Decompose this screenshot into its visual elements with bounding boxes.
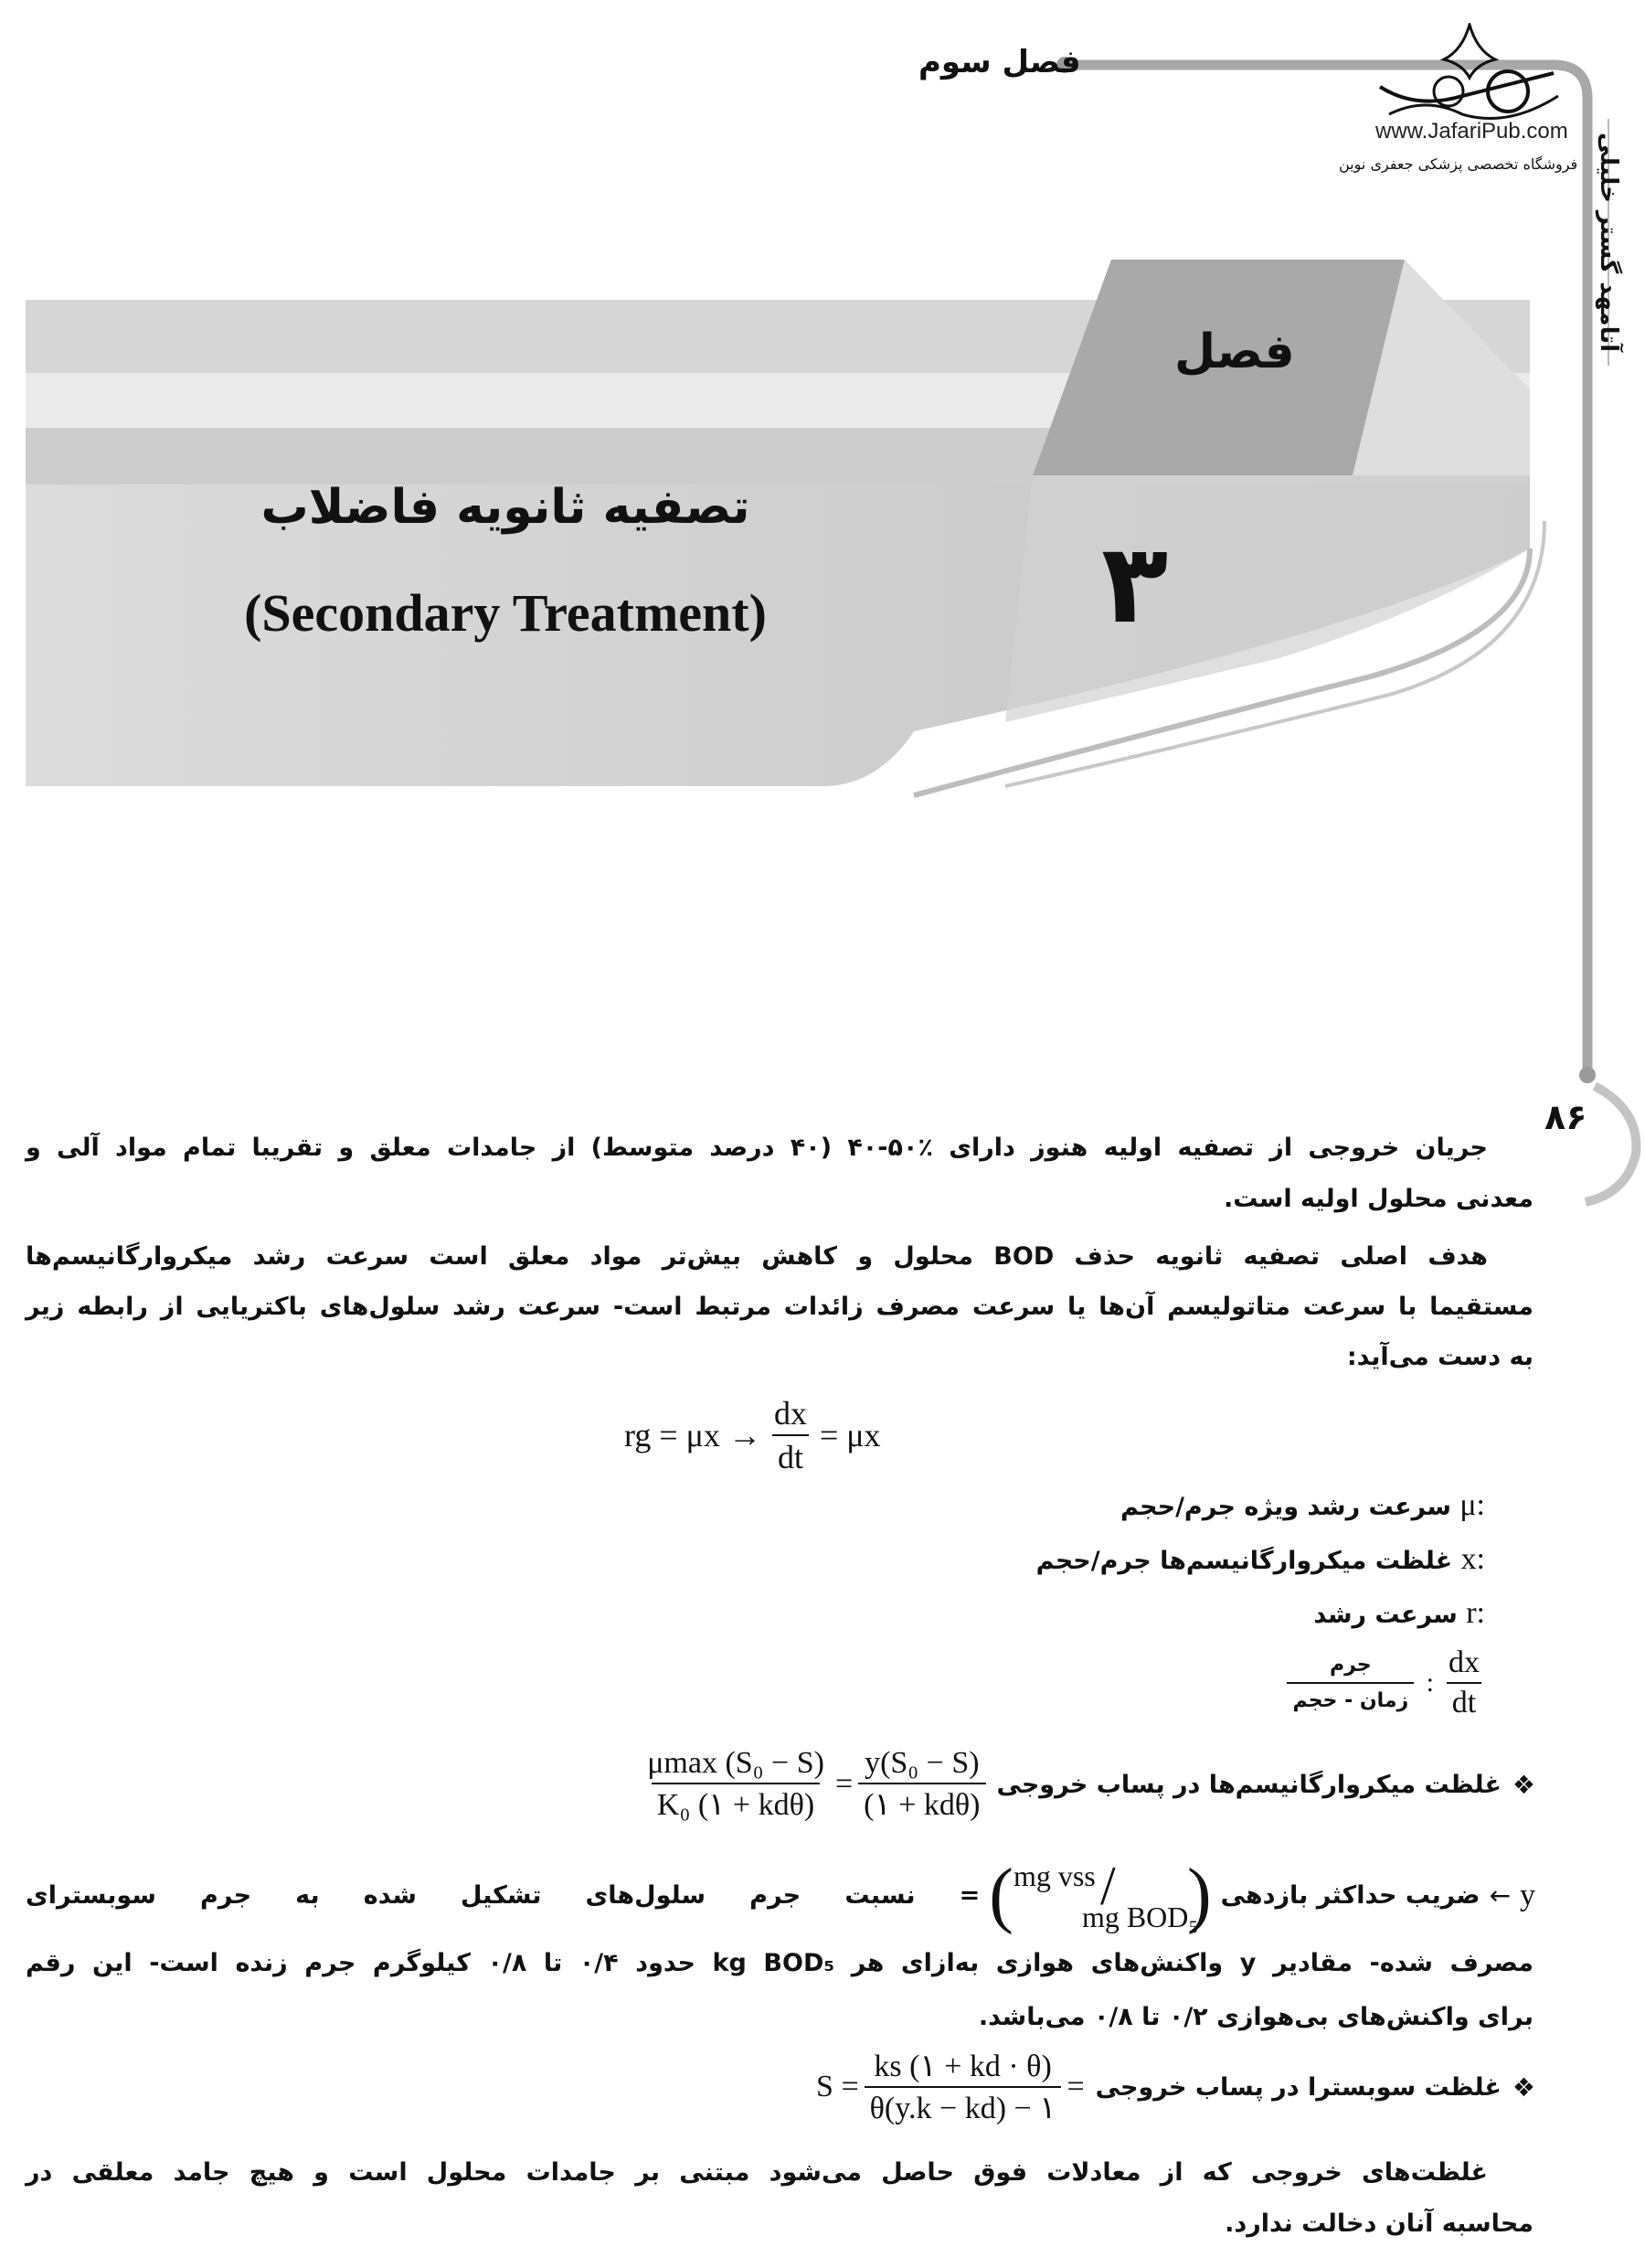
yield-definition-text: = نسبت جرم سلول‌های تشکیل شده به جرم سوبسترای bbox=[26, 1881, 981, 1910]
eq1-right: = μx bbox=[819, 1417, 881, 1453]
bullet-substrate-concentration bbox=[816, 2048, 1535, 2126]
definition-mu bbox=[1120, 1488, 1485, 1523]
yield-label: ضریب حداکثر بازدهی bbox=[1220, 1881, 1480, 1910]
growth-rate-equation bbox=[624, 1394, 881, 1476]
b2-lhs: S = bbox=[816, 2070, 859, 2103]
x-definition: غلظت میکروارگانیسم‌ها جرم/حجم bbox=[1035, 1547, 1453, 1575]
b2-den: θ(y.k − kd) − ۱ bbox=[865, 2086, 1062, 2126]
yield-coefficient-line: y ← ضریب حداکثر بازدهی ( mg vss / mg BOD₅ ) = نسبت جرم سلول‌های تشکیل شده به جرم سوبسترای bbox=[26, 1855, 1535, 1935]
side-vertical-text: آتامهد گستر خلیلی bbox=[1595, 132, 1622, 353]
paragraph-2-line-2: مستقیما با سرعت متاتولیسم آن‌ها یا سرعت مصرف زائدات مرتبط است- سرعت رشد سلول‌های باکتریایی از رابطه زیر bbox=[26, 1293, 1534, 1321]
unit-time-volume: زمان - حجم bbox=[1287, 1682, 1414, 1712]
chapter-word: فصل bbox=[1174, 325, 1295, 379]
b2-equals: = bbox=[1067, 2070, 1085, 2103]
definition-r bbox=[1313, 1596, 1485, 1631]
units-dt: dt bbox=[1447, 1682, 1481, 1720]
unit-mass: جرم bbox=[1329, 1654, 1372, 1677]
paragraph-3-line-2: برای واکنش‌های بی‌هوازی ۰/۲ تا ۰/۸ می‌باشد. bbox=[978, 2003, 1534, 2031]
b1-frac1-num: μmax (S₀ − S) bbox=[647, 1746, 824, 1780]
definition-x bbox=[1036, 1542, 1485, 1577]
b1-frac2-den: (۱ + kdθ) bbox=[858, 1783, 985, 1823]
bullet-microorganism-concentration bbox=[642, 1746, 1535, 1823]
left-arrow-icon: ← bbox=[1489, 1880, 1511, 1911]
paragraph-2-line-3: به دست می‌آید: bbox=[1346, 1343, 1534, 1371]
eq1-den: dt bbox=[772, 1434, 809, 1476]
publisher-logo-icon bbox=[1371, 23, 1567, 123]
bullet-diamond-icon: ❖ bbox=[1512, 2071, 1535, 2103]
paragraph-3-line-1: مصرف شده- مقادیر y واکنش‌های هوازی به‌ازای هر kg BOD₅ حدود ۰/۴ تا ۰/۸ کیلوگرم جرم زنده است- این رقم bbox=[26, 1949, 1534, 1977]
b1-frac1-den: K₀ (۱ + kdθ) bbox=[652, 1783, 820, 1823]
publisher-url: www.JafariPub.com bbox=[1375, 119, 1568, 144]
eq1-num: dx bbox=[773, 1395, 807, 1432]
units-definition bbox=[1284, 1645, 1485, 1720]
paragraph-1-line-2: معدنی محلول اولیه است. bbox=[1224, 1185, 1534, 1213]
r-symbol: r: bbox=[1466, 1596, 1485, 1630]
ratio-denominator: mg BOD₅ bbox=[1081, 1900, 1199, 1933]
store-name: فروشگاه تخصصی پزشکی جعفری نوین bbox=[1339, 155, 1578, 173]
chapter-title-fa: تصفیه ثانویه فاضلاب bbox=[260, 480, 750, 535]
r-definition: سرعت رشد bbox=[1313, 1601, 1458, 1629]
paragraph-2-line-1: هدف اصلی تصفیه ثانویه حذف BOD محلول و کاهش بیش‌تر مواد معلق است سرعت رشد میکروارگانیسم‌ها bbox=[26, 1242, 1488, 1271]
chapter-number: ۳ bbox=[1101, 521, 1169, 648]
chapter-title-en: (Secondary Treatment) bbox=[244, 583, 767, 643]
paragraph-1-line-1: جریان خروجی از تصفیه اولیه هنوز دارای ٪۵۰-۴۰ (۴۰ درصد متوسط) از جامدات معلق و تقریبا تمام مواد آلی و bbox=[26, 1134, 1488, 1162]
mu-symbol: μ: bbox=[1459, 1488, 1485, 1522]
bullet2-label: غلظت سوبسترا در پساب خروجی bbox=[1095, 2072, 1502, 2102]
page-number: ۸۶ bbox=[1544, 1097, 1587, 1137]
mu-definition: سرعت رشد ویژه جرم/حجم bbox=[1120, 1493, 1451, 1521]
units-dx: dx bbox=[1449, 1645, 1480, 1679]
ratio-numerator: mg vss bbox=[1013, 1858, 1096, 1892]
b1-frac2-num: y(S₀ − S) bbox=[865, 1746, 980, 1780]
eq1-left: rg = μx → bbox=[624, 1417, 761, 1453]
y-symbol: y bbox=[1520, 1878, 1535, 1912]
bullet-diamond-icon: ❖ bbox=[1512, 1769, 1535, 1800]
paragraph-4-line-2: محاسبه آنان دخالت ندارد. bbox=[1225, 2209, 1534, 2238]
chapter-running-header: فصل سوم bbox=[918, 44, 1081, 80]
b2-num: ks (۱ + kd · θ) bbox=[874, 2050, 1052, 2083]
b1-equals: = bbox=[834, 1767, 854, 1801]
paragraph-4-line-1: غلظت‌های خروجی که از معادلات فوق حاصل می‌شود مبتنی بر جامدات محلول است و هیچ جامد معلقی در bbox=[26, 2158, 1488, 2187]
bullet1-label: غلظت میکروارگانیسم‌ها در پساب خروجی bbox=[996, 1770, 1502, 1799]
x-symbol: x: bbox=[1460, 1542, 1485, 1576]
units-colon: : bbox=[1426, 1667, 1434, 1698]
